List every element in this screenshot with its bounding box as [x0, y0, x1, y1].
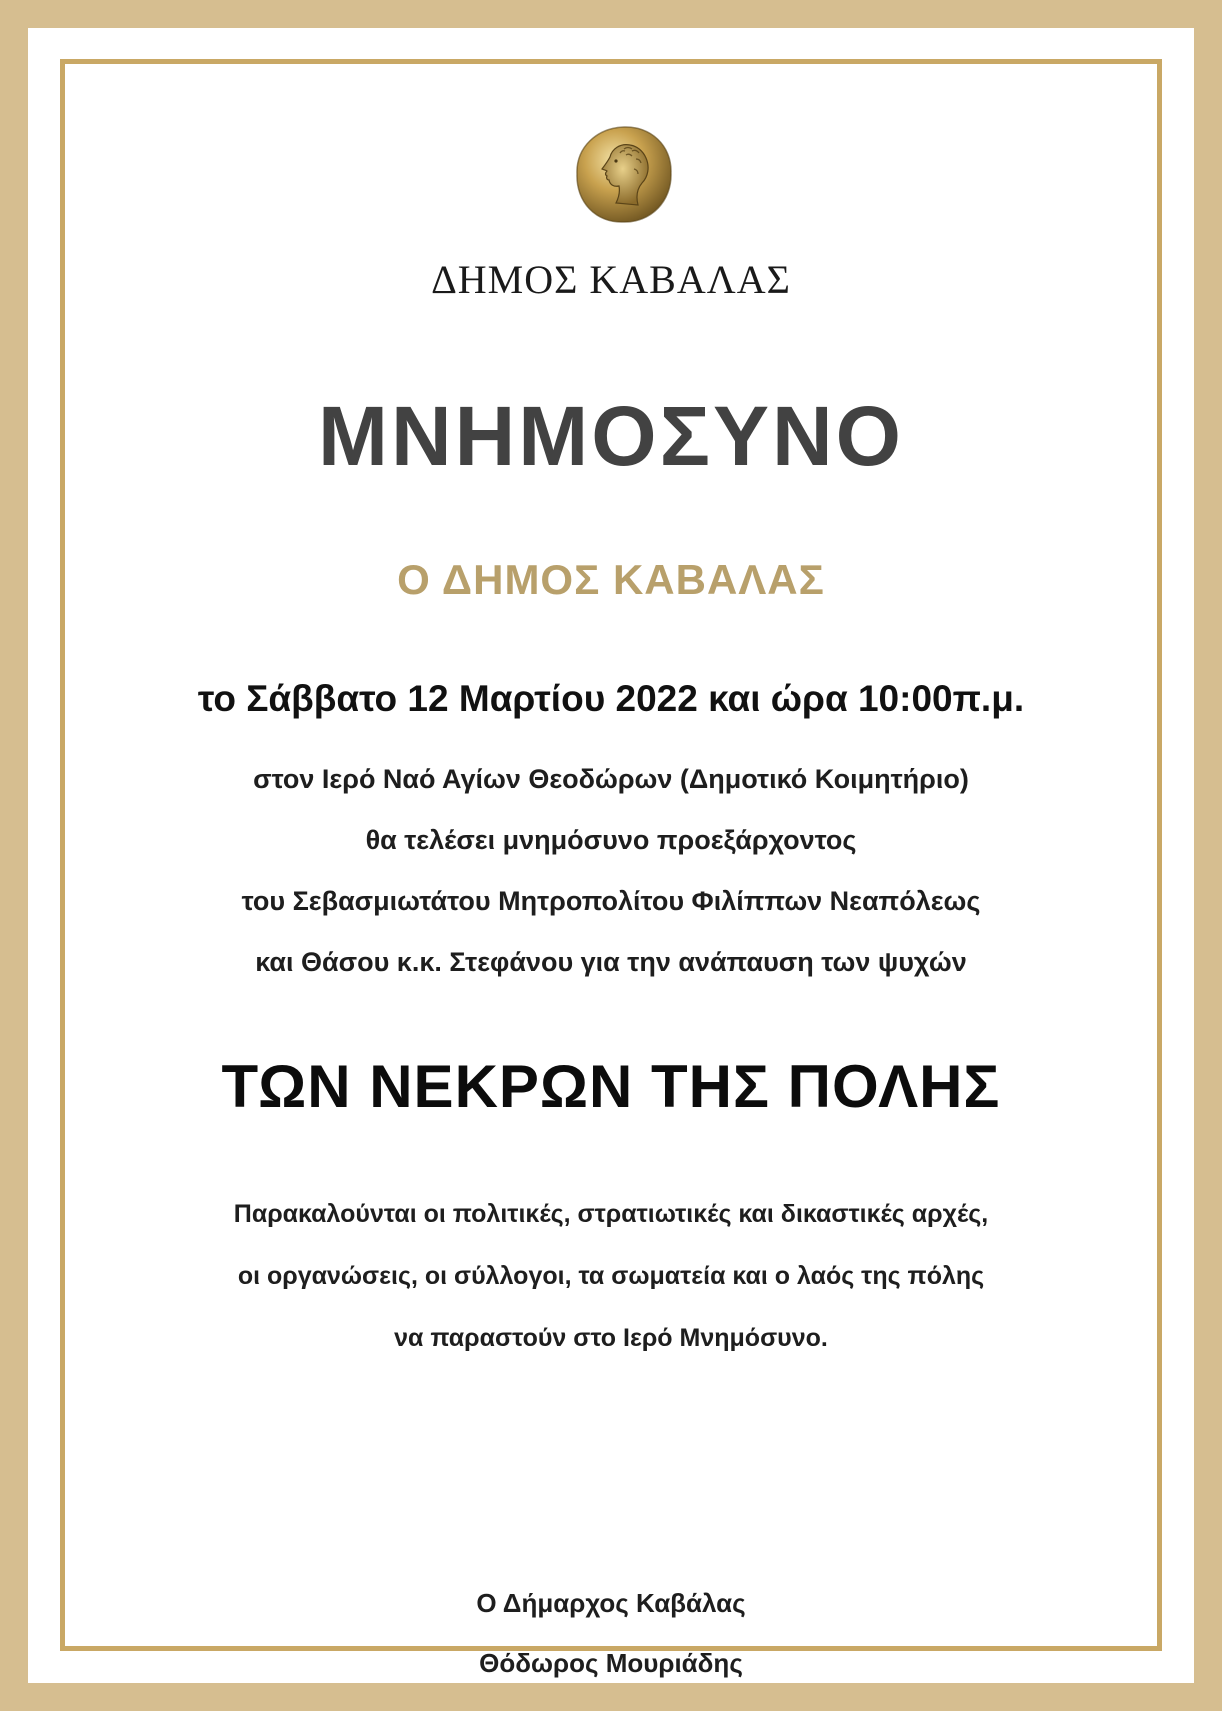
invitation-line-2: οι οργανώσεις, οι σύλλογοι, τα σωματεία και ο λαός της πόλης — [237, 1262, 985, 1290]
notice-content — [28, 28, 1194, 1683]
invitation-line-1: Παρακαλούνται οι πολιτικές, στρατιωτικές και δικαστικές αρχές, — [233, 1200, 989, 1228]
body-line-1: στον Ιερό Ναό Αγίων Θεοδώρων (Δημοτικό Κοιμητήριο) — [253, 764, 969, 794]
ancient-coin-seal-icon — [572, 123, 676, 227]
body-line-4: και Θάσου κ.κ. Στεφάνου για την ανάπαυση των ψυχών — [255, 947, 967, 977]
organizer-subtitle: Ο ΔΗΜΟΣ ΚΑΒΑΛΑΣ — [397, 556, 825, 603]
signature-role: Ο Δήμαρχος Καβάλας — [476, 1588, 746, 1618]
signature-name: Θόδωρος Μουριάδης — [479, 1648, 743, 1678]
body-line-3: του Σεβασμιωτάτου Μητροπολίτου Φιλίππων Νεαπόλεως — [241, 886, 981, 916]
dedication-heading: ΤΩΝ ΝΕΚΡΩΝ ΤΗΣ ΠΟΛΗΣ — [221, 1053, 1001, 1120]
body-line-2: θα τελέσει μνημόσυνο προεξάρχοντος — [365, 825, 857, 855]
event-datetime: το Σάββατο 12 Μαρτίου 2022 και ώρα 10:00π.μ. — [197, 678, 1025, 719]
invitation-line-3: να παραστούν στο Ιερό Μνημόσυνο. — [394, 1324, 828, 1352]
page-title: ΜΝΗΜΟΣΥΝΟ — [317, 389, 905, 483]
municipality-name: ΔΗΜΟΣ ΚΑΒΑΛΑΣ — [431, 257, 791, 302]
